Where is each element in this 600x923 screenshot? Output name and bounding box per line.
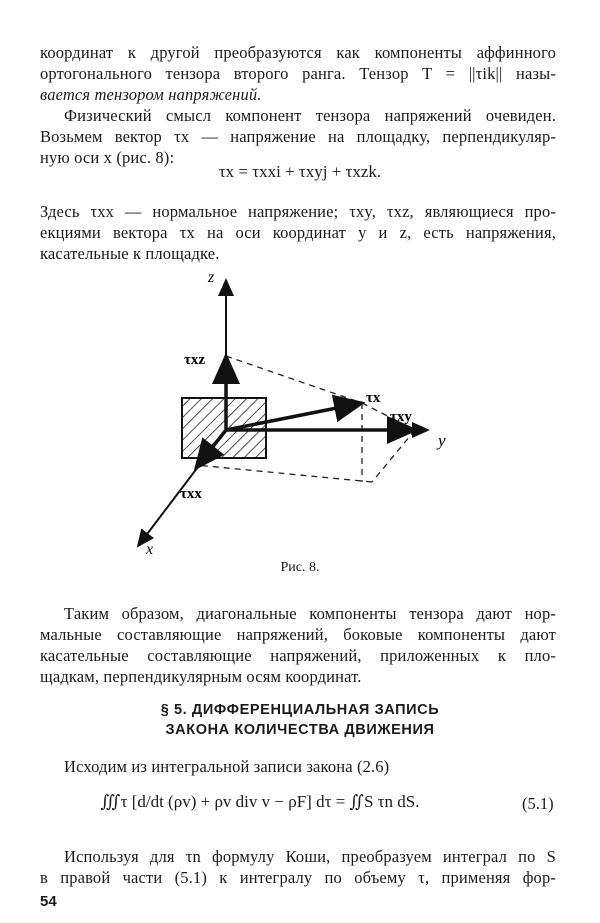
text-line: екциями вектора τx на оси координат y и z, есть напряжения, [40,223,556,242]
section-heading-line2: ЗАКОНА КОЛИЧЕСТВА ДВИЖЕНИЯ [165,722,435,738]
text-line: мальные составляющие напряжений, боковые компоненты дают [40,625,556,644]
hatched-area-element [182,398,266,458]
formula-tau-x: τx = τxxi + τxyj + τxzk. [218,162,382,181]
label-tau-x: τx [366,390,381,406]
text-line: вается тензором напряжений. [40,85,262,104]
section-heading [0,700,600,740]
text-line: Возьмем вектор τx — напряжение на площадку, перпендикуляр- [40,127,556,146]
paragraph-intro [40,42,556,105]
paragraph-cauchy [40,846,556,888]
text-line: ную оси x (рис. 8): [40,148,175,167]
text-line: Физический смысл компонент тензора напряжений очевиден. [64,106,556,125]
paragraph-physical-meaning [40,105,556,168]
paragraph-conclusion [40,603,556,687]
text-line: в правой части (5.1) к интегралу по объему τ, применяя фор- [40,868,556,887]
text-line: касательные к площадке. [40,244,220,263]
paragraph-integral-intro [40,756,556,777]
page-number: 54 [40,893,57,910]
text-line: касательные составляющие напряжений, приложенных к пло- [40,646,556,665]
text-line: Исходим из интегральной записи закона (2.6) [64,757,390,776]
text-line: Здесь τxx — нормальное напряжение; τxy, τxz, являющиеся про- [40,202,556,221]
label-tau-xx: τxx [180,486,202,502]
equation-5-1: ∭τ [d/dt (ρv) + ρv div v − ρF] dτ = ∬S τn dS. [100,792,420,811]
figure-stress-diagram [0,260,600,560]
paragraph-explanation [40,201,556,264]
label-z: z [208,269,215,286]
text-line: щадкам, перпендикулярным осям координат. [40,667,362,686]
equation-number: (5.1) [522,794,554,813]
text-line: ортогонального тензора второго ранга. Тензор T = ||τik|| назы- [40,64,556,83]
text-line: координат к другой преобразуются как компоненты аффинного [40,43,556,62]
label-tau-xy: τxy [390,409,412,425]
label-y: y [438,431,446,450]
label-tau-xz: τxz [184,352,206,368]
text-line: Используя для τn формулу Коши, преобразуем интеграл по S [64,847,556,866]
section-heading-line1: § 5. ДИФФЕРЕНЦИАЛЬНАЯ ЗАПИСЬ [160,702,440,718]
label-x: x [146,541,154,558]
text-line: Таким образом, диагональные компоненты тензора дают нор- [64,604,556,623]
figure-caption: Рис. 8. [280,560,320,575]
